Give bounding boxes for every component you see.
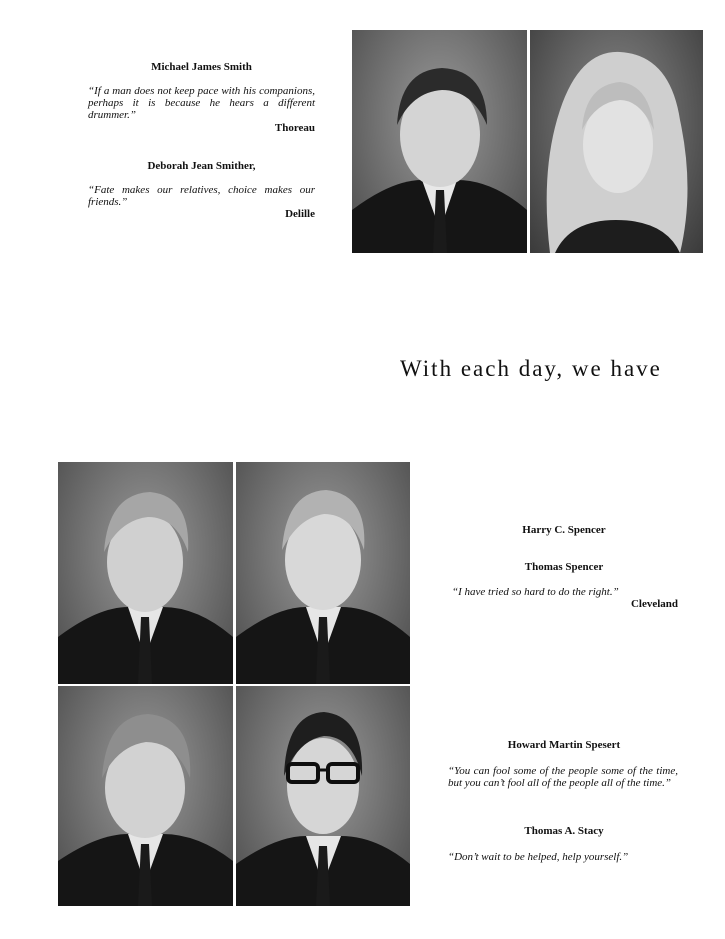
banner-heading: With each day, we have [400, 356, 662, 381]
portrait-photo-michael-smith [352, 30, 527, 253]
student-name-michael-smith: Michael James Smith [151, 61, 252, 73]
portrait-photo-thomas-spencer [236, 462, 410, 684]
quote-author-delille: Delille [285, 208, 315, 220]
portrait-photo-howard-spesert [58, 686, 233, 906]
quote-author-cleveland: Cleveland [630, 598, 678, 610]
student-quote-thomas-stacy: “Don’t wait to be helped, help yourself.” [448, 851, 629, 863]
student-name-thomas-stacy: Thomas A. Stacy [524, 825, 604, 837]
portrait-photo-harry-spencer [58, 462, 233, 684]
student-quote-michael-smith: “If a man does not keep pace with his companions, perhaps it is because he hears a different drummer.” [88, 85, 315, 121]
student-name-harry-spencer: Harry C. Spencer [522, 524, 606, 536]
portrait-photo-thomas-stacy [236, 686, 410, 906]
student-quote-deborah-smither: “Fate makes our relatives, choice makes our friends.” [88, 184, 315, 208]
student-name-deborah-smither: Deborah Jean Smither, [147, 160, 256, 172]
student-quote-thomas-spencer: “I have tried so hard to do the right.” [452, 586, 619, 598]
student-name-thomas-spencer: Thomas Spencer [524, 561, 604, 573]
quote-author-thoreau: Thoreau [274, 122, 315, 134]
student-name-howard-spesert: Howard Martin Spesert [507, 739, 621, 751]
portrait-photo-deborah-smither [530, 30, 703, 253]
student-quote-howard-spesert: “You can fool some of the people some of the time, but you can’t fool all of the people all of the time.” [448, 765, 678, 789]
